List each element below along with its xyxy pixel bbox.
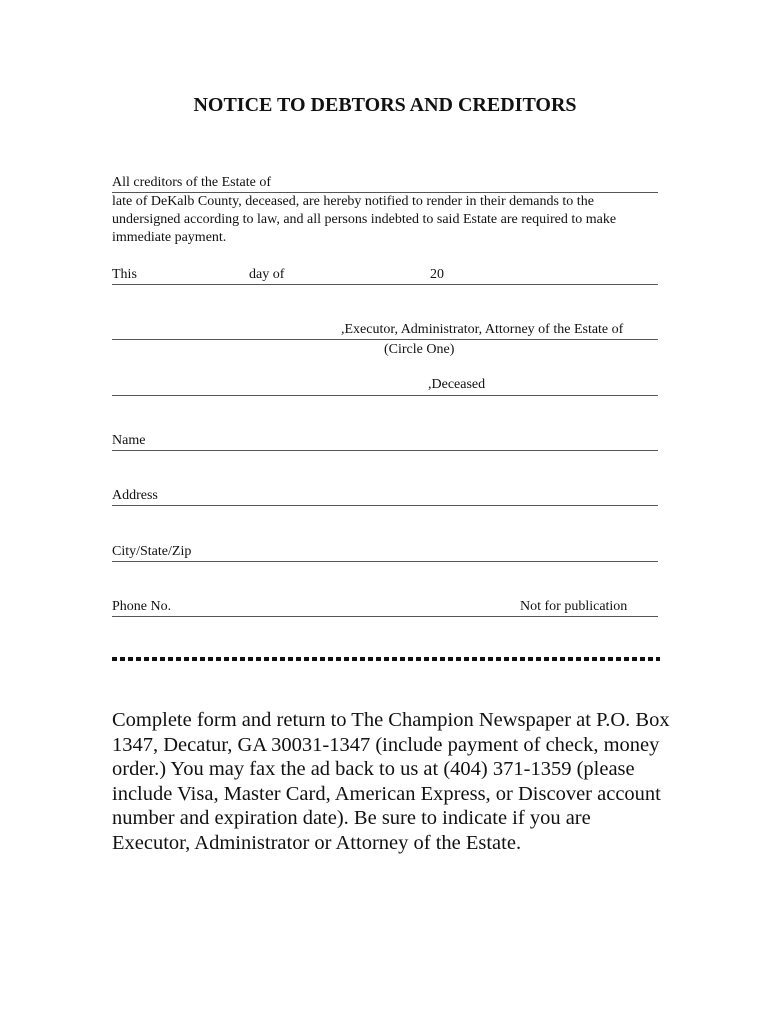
notice-paragraph: late of DeKalb County, deceased, are hereby notified to render in their demands to the undersigned according to law, and all persons indebted to said Estate are required to make immediate payment. <box>112 194 617 245</box>
name-label: Name <box>112 433 146 448</box>
representative-line[interactable] <box>112 339 658 340</box>
deceased-text: ,Deceased <box>428 377 486 392</box>
not-for-publication-label: Not for publication <box>520 599 628 614</box>
this-label: This <box>112 267 137 282</box>
circle-one-text: (Circle One) <box>384 342 455 357</box>
address-label: Address <box>112 488 158 503</box>
cut-line-divider <box>112 657 660 661</box>
city-field[interactable] <box>112 561 658 562</box>
intro-text: All creditors of the Estate of <box>112 175 272 190</box>
address-field[interactable] <box>112 505 658 506</box>
year-label: 20 <box>430 267 444 282</box>
city-label: City/State/Zip <box>112 544 192 559</box>
phone-field[interactable] <box>112 616 658 617</box>
name-field[interactable] <box>112 450 658 451</box>
phone-label: Phone No. <box>112 599 172 614</box>
day-of-label: day of <box>249 267 285 282</box>
date-line[interactable] <box>112 284 658 285</box>
page-title: NOTICE TO DEBTORS AND CREDITORS <box>193 94 577 116</box>
instructions-text: Complete form and return to The Champion Newspaper at P.O. Box 1347, Decatur, GA 30031-1347 (include payment of check, money order.) You may fax the ad back to us at (404) 371-1359 (please include Visa, Master Card, American Express, or Discover account number and expiration date). Be sure to indicate if you are Executor, Administrator or Attorney of the Estate. <box>112 709 670 854</box>
role-text: ,Executor, Administrator, Attorney of the Estate of <box>341 322 624 337</box>
deceased-line[interactable] <box>112 395 658 396</box>
